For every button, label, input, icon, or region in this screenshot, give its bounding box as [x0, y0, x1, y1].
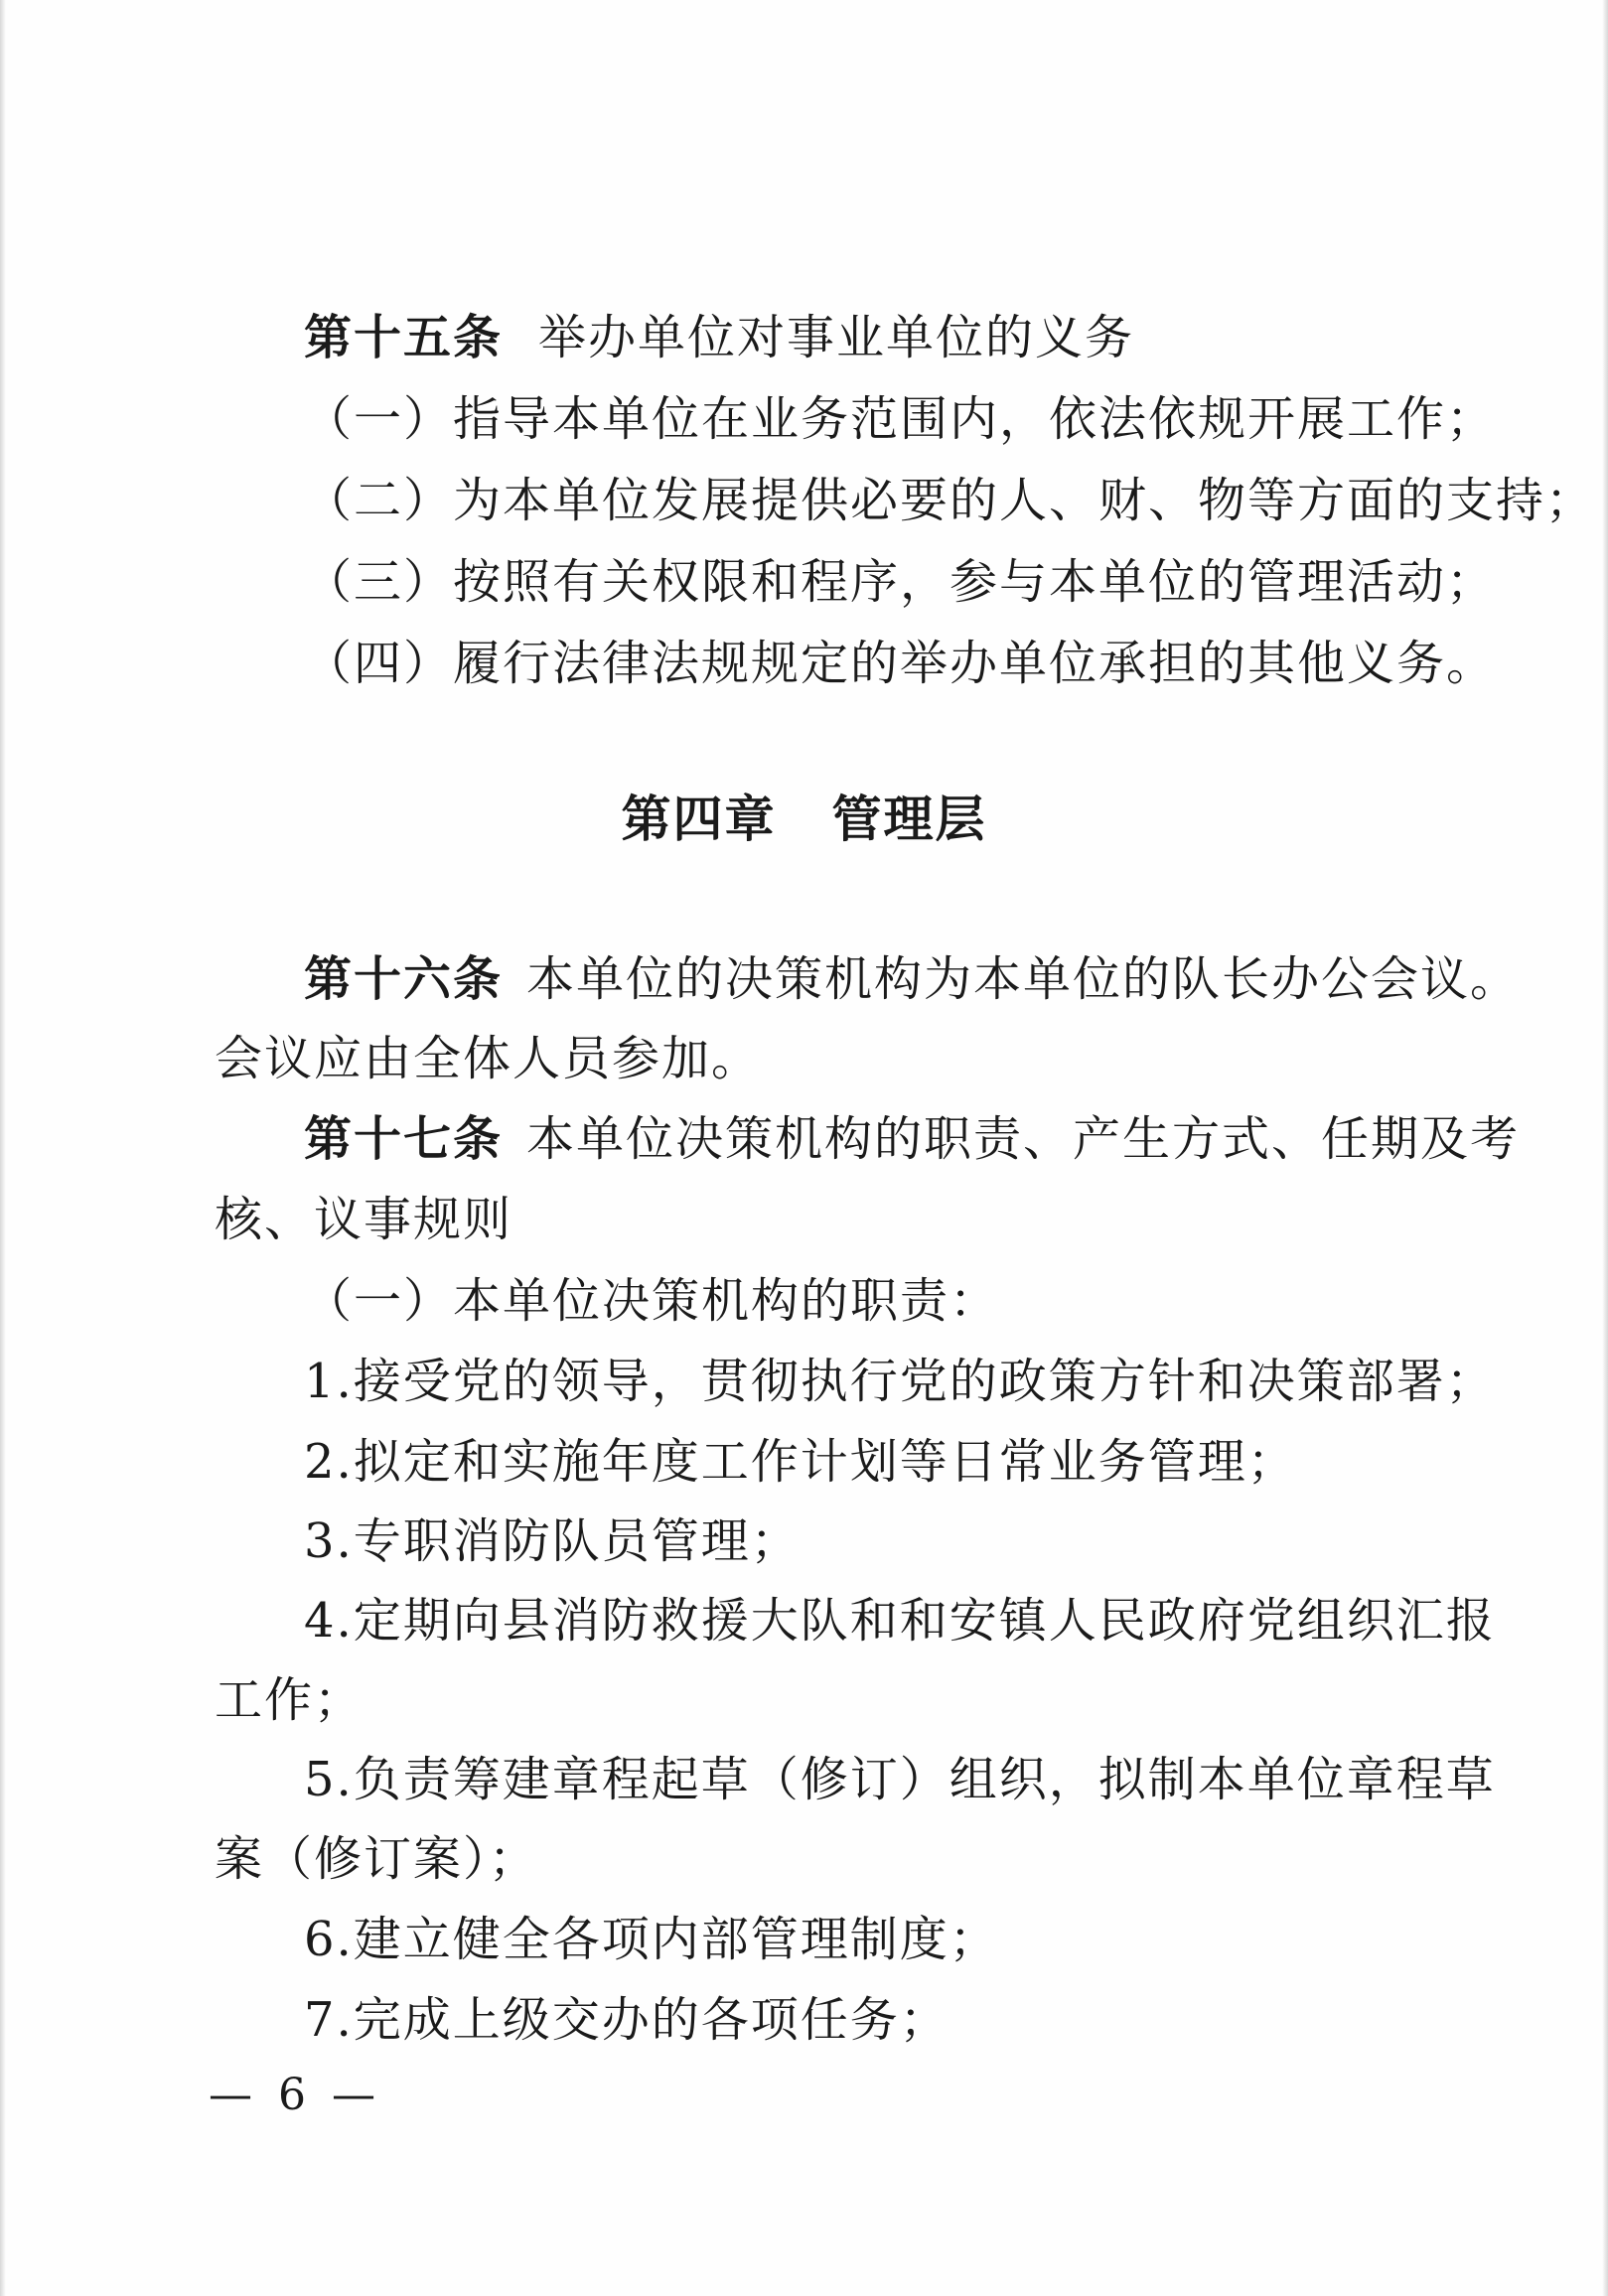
article-17-item-3: 3.专职消防队员管理；: [304, 1513, 801, 1569]
article-15-item-1: （一）指导本单位在业务范围内，依法依规开展工作；: [304, 391, 1497, 447]
article-17-item-1: 1.接受党的领导，贯彻执行党的政策方针和决策部署；: [304, 1354, 1496, 1409]
article-17-item-7: 7.完成上级交办的各项任务；: [304, 1992, 950, 2048]
chapter-title: 管理层: [831, 790, 987, 848]
scan-edge-right: [1602, 0, 1608, 2296]
article-17-item-4: 4.定期向县消防救援大队和和安镇人民政府党组织汇报: [304, 1593, 1496, 1649]
chapter-heading: [0, 789, 1608, 849]
article-16-line-2: 会议应由全体人员参加。: [215, 1031, 762, 1086]
article-15-title: 举办单位对事业单位的义务: [538, 310, 1135, 365]
page-number: — 6 —: [209, 2070, 381, 2120]
article-17-line-2: 核、议事规则: [215, 1192, 513, 1247]
article-15-label: 第十五条: [304, 310, 504, 365]
article-15-item-2: （二）为本单位发展提供必要的人、财、物等方面的支持；: [304, 473, 1596, 528]
article-17-label: 第十七条: [304, 1111, 504, 1167]
article-16-label: 第十六条: [304, 951, 504, 1007]
article-15-heading: [304, 308, 1134, 367]
article-16-line-1: [304, 949, 1520, 1009]
article-17-item-2: 2.拟定和实施年度工作计划等日常业务管理；: [304, 1434, 1297, 1490]
article-17-item-4-cont: 工作；: [215, 1672, 365, 1728]
article-17-line-1: [304, 1109, 1520, 1169]
article-17-sub-heading: （一）本单位决策机构的职责：: [304, 1273, 1000, 1329]
article-17-item-5-cont: 案（修订案）；: [215, 1831, 539, 1887]
article-15-item-4: （四）履行法律法规规定的举办单位承担的其他义务。: [304, 636, 1497, 691]
article-17-text-1: 本单位决策机构的职责、产生方式、任期及考: [526, 1111, 1521, 1167]
chapter-label: 第四章: [621, 790, 777, 848]
article-16-text-1: 本单位的决策机构为本单位的队长办公会议。: [526, 951, 1521, 1007]
article-17-item-6: 6.建立健全各项内部管理制度；: [304, 1912, 999, 1967]
scan-edge-left: [0, 0, 6, 2296]
article-15-item-3: （三）按照有关权限和程序，参与本单位的管理活动；: [304, 554, 1497, 610]
article-17-item-5: 5.负责筹建章程起草（修订）组织，拟制本单位章程草: [304, 1752, 1496, 1807]
